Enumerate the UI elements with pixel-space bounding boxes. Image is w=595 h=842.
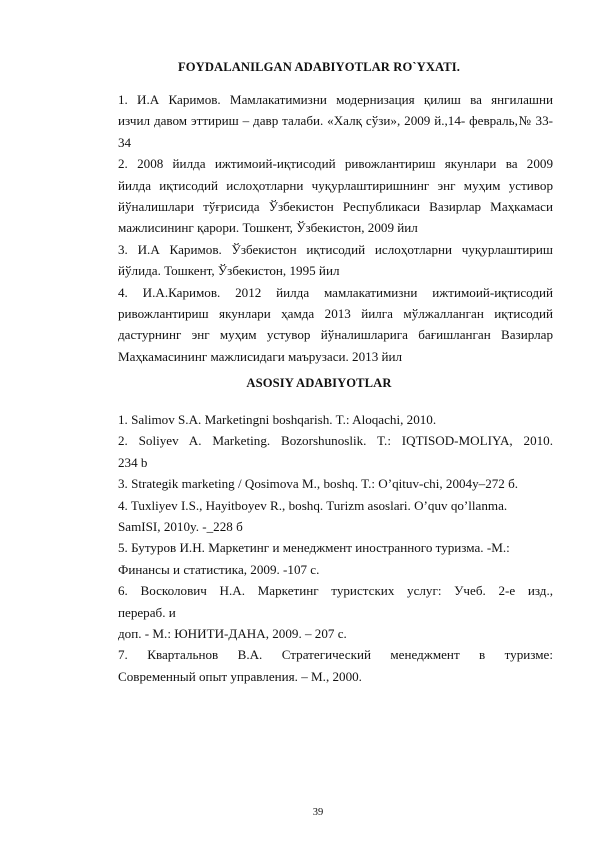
reference-item <box>85 239 553 282</box>
reference-line: изчил давом эттириш – давр талаби. «Халқ сўзи», 2009 й.,14- февраль,№ 33- <box>118 113 553 129</box>
reference-line: мажлисининг қарори. Тошкент, Ўзбекистон, 2009 йил <box>118 220 418 236</box>
reference-line: йўналишлари тўғрисида Ўзбекистон Республикаси Вазирлар Маҳкамаси <box>118 199 553 215</box>
sub-heading: ASOSIY ADABIYOTLAR <box>246 376 392 390</box>
reference-item <box>85 580 553 623</box>
reference-item <box>85 516 553 537</box>
reference-item <box>85 559 553 580</box>
reference-line: 3. Strategik marketing / Qosimova M., boshq. T.: O’qituv-chi, 2004y–272 б. <box>118 476 519 492</box>
page-number: 39 <box>312 807 324 818</box>
reference-line: 234 b <box>118 454 148 470</box>
reference-line: 4. И.А.Каримов. 2012 йилда мамлакатимизни ижтимоий-иқтисодий <box>118 284 553 300</box>
reference-line: 2. 2008 йилда ижтимоий-иқтисодий ривожлантириш якунлари ва 2009 <box>118 156 553 172</box>
reference-item <box>85 409 553 430</box>
reference-line: 4. Tuxliyev I.S., Hayitboyev R., boshq. Turizm asoslari. O’quv qo’llanma. <box>118 497 508 513</box>
reference-line: Маҳкамасининг мажлисидаги маърузаси. 2013 йил <box>118 348 403 364</box>
reference-line: Финансы и статистика, 2009. -107 с. <box>118 561 320 577</box>
reference-line: йўлида. Тошкент, Ўзбекистон, 1995 йил <box>118 263 340 279</box>
reference-item <box>85 623 553 644</box>
reference-line: перераб. и <box>118 604 176 620</box>
reference-line: доп. - М.: ЮНИТИ-ДАНА, 2009. – 207 с. <box>118 626 347 642</box>
reference-line: 3. И.А Каримов. Ўзбекистон иқтисодий ислоҳотларни чуқурлаштириш <box>118 241 553 257</box>
reference-line: 2. Soliyev A. Marketing. Bozorshunoslik. T.: IQTISOD-MOLIYA, 2010. <box>118 433 553 449</box>
references-list-uz <box>85 89 553 367</box>
reference-line: ривожлантириш якунлари ҳамда 2013 йилга мўлжалланган иқтисодий <box>118 306 553 322</box>
reference-item <box>85 495 553 516</box>
reference-item <box>85 473 553 494</box>
reference-line: 34 <box>118 134 132 150</box>
reference-item <box>85 153 553 239</box>
reference-line: йилда иқтисодий ислоҳотларни чуқурлаштиришнинг энг муҳим устивор <box>118 177 553 193</box>
reference-line: Современный опыт управления. – М., 2000. <box>118 668 362 684</box>
reference-line: 1. И.А Каримов. Мамлакатимизни модернизация қилиш ва янгилашни <box>118 92 553 107</box>
reference-item <box>85 537 553 558</box>
reference-line: 7. Квартальнов В.А. Стратегический менеджмент в туризме: <box>118 647 553 663</box>
reference-line: SamISI, 2010y. -_228 б <box>118 519 243 535</box>
reference-item <box>85 282 553 368</box>
reference-line: дастурнинг энг муҳим устувор йўналишларига бағишланган Вазирлар <box>118 327 553 343</box>
reference-item <box>85 644 553 687</box>
reference-item <box>85 89 553 153</box>
references-list-main <box>85 409 553 687</box>
reference-line: 5. Бутуров И.Н. Маркетинг и менеджмент иностранного туризма. -М.: <box>118 540 510 556</box>
reference-line: 6. Восколович Н.А. Маркетинг туристских услуг: Учеб. 2-е изд., <box>118 583 553 599</box>
main-heading: FOYDALANILGAN ADABIYOTLAR RO`YXATI. <box>177 60 461 74</box>
reference-line: 1. Salimov S.A. Marketingni boshqarish. T.: Aloqachi, 2010. <box>118 412 437 427</box>
reference-item <box>85 430 553 473</box>
